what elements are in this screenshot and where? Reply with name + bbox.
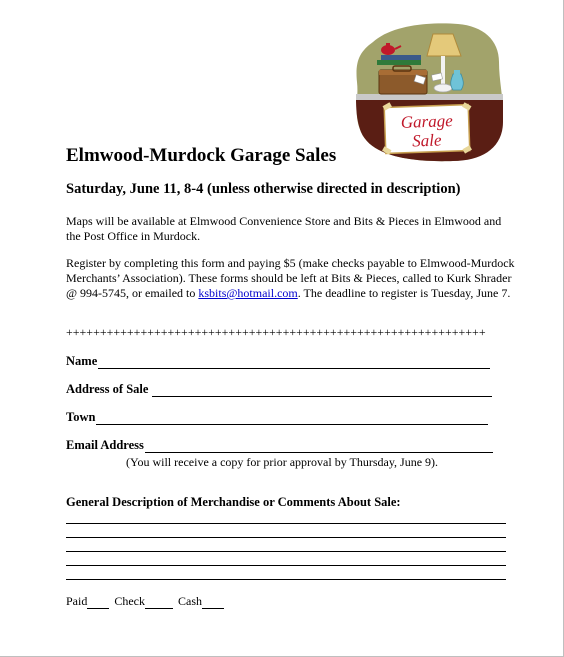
paid-label: Paid (66, 594, 88, 608)
payment-row (66, 594, 229, 609)
name-field[interactable] (98, 356, 490, 369)
register-paragraph (66, 256, 516, 301)
description-line[interactable] (66, 523, 506, 524)
town-field-row (66, 410, 488, 425)
town-field[interactable] (96, 412, 488, 425)
sign-line2: Sale (411, 130, 442, 151)
paid-blank[interactable] (87, 597, 109, 609)
email-label: Email Address (66, 438, 144, 452)
cash-label: Cash (178, 594, 202, 608)
separator-line: ++++++++++++++++++++++++++++++++++++++++++++++++++++++++++++++ (66, 325, 486, 339)
description-line[interactable] (66, 579, 506, 580)
sign-line1: Garage (400, 111, 454, 132)
register-text-start: Register by completing this form and paying $5 (make checks payable to Elmwood-Murdock Merchants’ Association). These forms should be left at Bits & Pieces, called to Kurk Shrader @ 994-5745, or emailed to (66, 256, 515, 300)
address-label: Address of Sale (66, 382, 149, 396)
description-line[interactable] (66, 565, 506, 566)
description-label: General Description of Merchandise or Comments About Sale: (66, 495, 401, 509)
check-label: Check (114, 594, 145, 608)
address-field-row (66, 382, 492, 397)
register-text-end: . The deadline to register is Tuesday, June 7. (297, 286, 511, 300)
maps-paragraph: Maps will be available at Elmwood Convenience Store and Bits & Pieces in Elmwood and the Post Office in Murdock. (66, 214, 502, 243)
logo-shelf (356, 94, 503, 100)
description-line[interactable] (66, 551, 506, 552)
garage-sale-logo (353, 22, 503, 162)
address-field[interactable] (152, 384, 492, 397)
name-field-row (66, 354, 490, 369)
garage-sale-sign (382, 102, 472, 154)
town-label: Town (66, 410, 96, 424)
event-date-subtitle: Saturday, June 11, 8-4 (unless otherwise directed in description) (66, 181, 461, 197)
cash-blank[interactable] (202, 597, 224, 609)
email-field-row (66, 438, 493, 453)
description-line[interactable] (66, 537, 506, 538)
email-field[interactable] (145, 440, 493, 453)
check-blank[interactable] (145, 597, 173, 609)
suitcase-icon (379, 66, 427, 94)
books-icon (377, 55, 421, 65)
email-note: (You will receive a copy for prior approval by Thursday, June 9). (126, 455, 439, 469)
name-label: Name (66, 354, 98, 368)
page-title: Elmwood-Murdock Garage Sales (66, 145, 337, 166)
email-link[interactable]: ksbits@hotmail.com (198, 286, 298, 300)
